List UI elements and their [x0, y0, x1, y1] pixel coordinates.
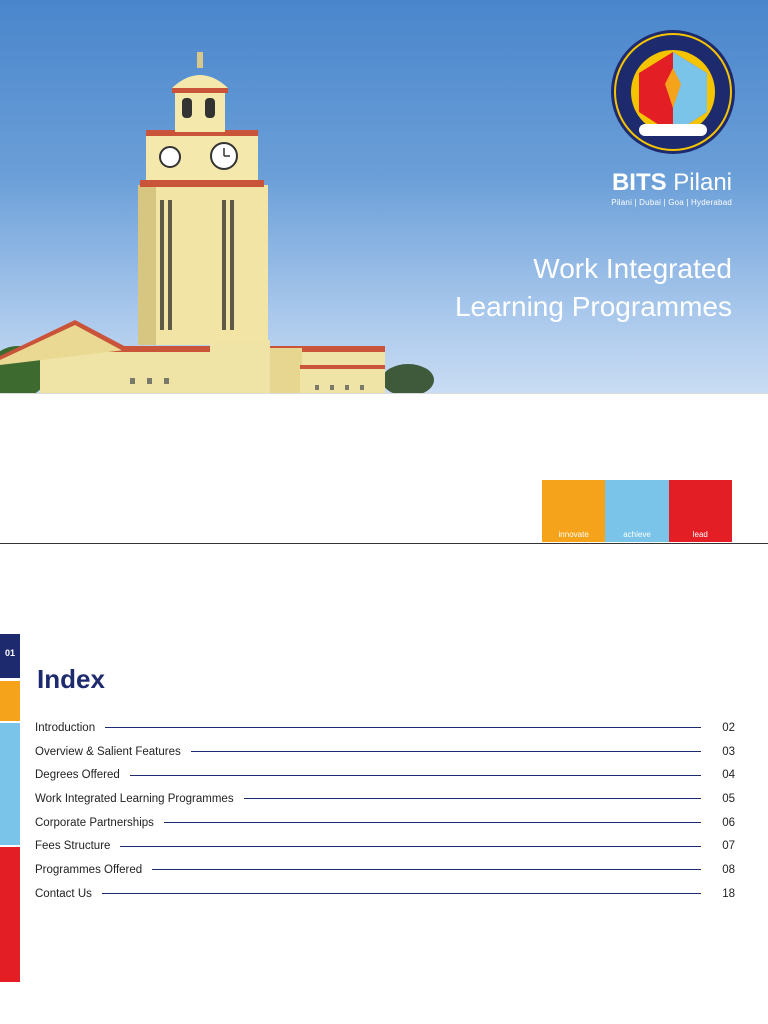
campus-locations: Pilani | Dubai | Goa | Hyderabad — [611, 198, 732, 207]
toc-item[interactable]: Introduction 02 — [35, 721, 735, 734]
cover-title — [455, 250, 732, 326]
page-number-badge: 01 — [0, 634, 20, 678]
index-heading: Index — [37, 664, 105, 694]
page-divider — [0, 543, 768, 544]
toc-item[interactable]: Fees Structure 07 — [35, 840, 735, 853]
brand-name: BITS Pilani — [611, 169, 732, 196]
tagline-innovate: innovate — [542, 480, 605, 542]
side-stripe-orange — [0, 681, 20, 721]
cover-title-line-2: Learning Programmes — [454, 291, 732, 322]
toc-item[interactable]: Degrees Offered 04 — [35, 769, 735, 782]
tagline-achieve: achieve — [605, 480, 668, 542]
toc-item[interactable]: Programmes Offered 08 — [35, 863, 735, 876]
side-stripe-red — [0, 847, 20, 982]
toc-item[interactable]: Overview & Salient Features 03 — [35, 745, 735, 758]
tagline-strip — [542, 480, 732, 542]
toc-item[interactable]: Contact Us 18 — [35, 887, 735, 900]
section-divider — [0, 393, 768, 394]
cover-title-line-1: Work Integrated — [533, 253, 732, 284]
bits-pilani-crest-logo — [609, 28, 737, 156]
brand-block — [611, 170, 732, 207]
side-stripe-blue — [0, 723, 20, 845]
tagline-lead: lead — [669, 480, 732, 542]
toc-item[interactable]: Corporate Partnerships 06 — [35, 816, 735, 829]
cover-banner — [0, 0, 768, 393]
toc-item[interactable]: Work Integrated Learning Programmes 05 — [35, 792, 735, 805]
table-of-contents — [35, 716, 735, 906]
